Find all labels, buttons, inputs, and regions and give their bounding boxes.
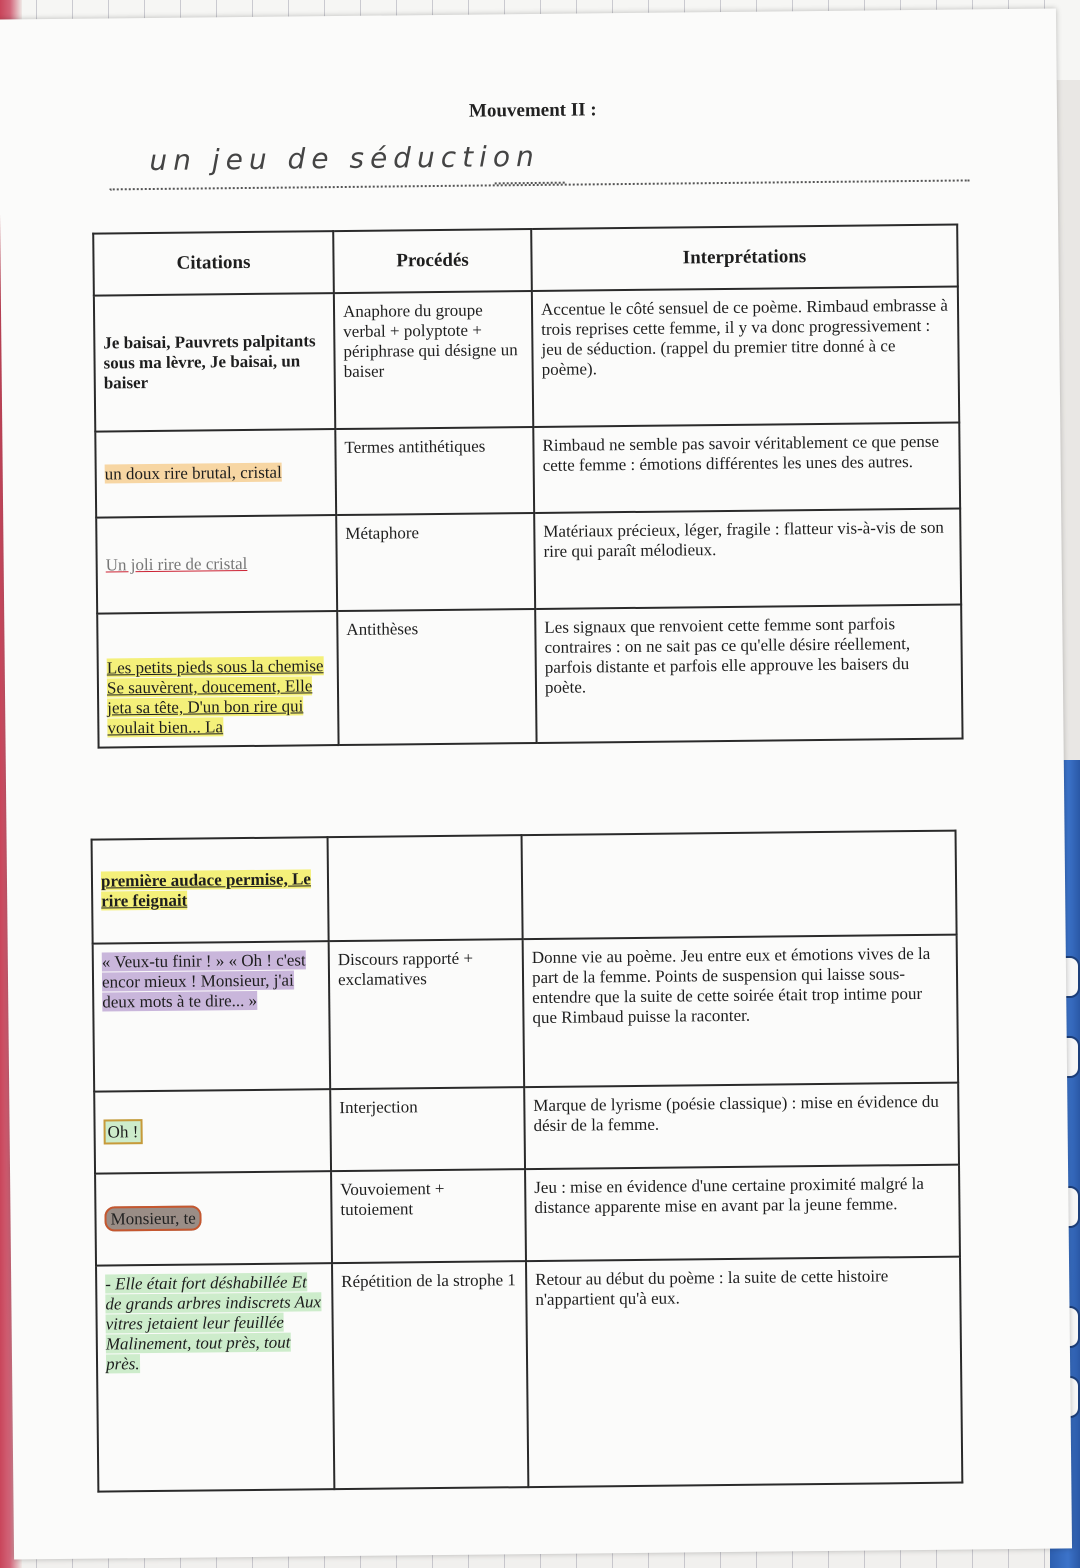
interpretation-cell: Les signaux que renvoient cette femme sont parfois contraires : on ne sait pas ce qu'elle désire réellement, parfois distante et parfois elle approuve les baisers du poète. [535, 605, 962, 743]
table-row [92, 831, 957, 944]
interpretation-cell: Marque de lyrisme (poésie classique) : mise en évidence du désir de la femme. [524, 1083, 959, 1170]
document-sheet [0, 9, 1072, 1560]
citation-highlight: Oh ! [103, 1119, 142, 1144]
citation-cell [97, 611, 338, 748]
table-row [94, 287, 959, 432]
citation-highlight: Les petits pieds sous la chemise Se sauvèrent, doucement, Elle jeta sa tête, D'un bon rire qui voulait bien... La [106, 656, 324, 738]
table-row [96, 509, 961, 614]
header-procedes: Procédés [333, 229, 532, 293]
analysis-table-part-2 [91, 830, 964, 1493]
subtitle-text: un jeu de séduction [149, 139, 540, 178]
citation-highlight: « Veux-tu finir ! » « Oh ! c'est encor mieux ! Monsieur, j'ai deux mots à te dire... » [101, 950, 306, 1012]
interpretation-cell: Matériaux précieux, léger, fragile : flatteur vis-à-vis de son rire qui paraît mélodieux. [534, 509, 961, 609]
page-title: Mouvement II : [468, 99, 597, 122]
table-row [93, 935, 959, 1092]
citation-cell [94, 1089, 331, 1173]
interpretation-cell [522, 831, 957, 940]
procede-cell: Métaphore [336, 513, 535, 611]
interpretation-cell: Retour au début du poème : la suite de cette histoire n'appartient qu'à eux. [526, 1257, 962, 1488]
citation-cell [96, 1263, 334, 1491]
header-interpretations: Interprétations [531, 225, 958, 291]
interpretation-cell: Accentue le côté sensuel de ce poème. Rimbaud embrasse à trois reprises cette femme, il y va donc progressivement : jeu de séduction. (rappel du premier titre donné à ce poème). [532, 287, 959, 427]
citation-underlined: Un joli rire de cristal [105, 554, 248, 575]
procede-cell: Discours rapporté + exclamatives [329, 939, 525, 1089]
citation-highlight: Monsieur, te [104, 1206, 202, 1232]
procede-cell: Termes antithétiques [335, 427, 534, 515]
citation-highlight: un doux rire brutal, cristal [104, 462, 282, 484]
citation-highlight: première audace permise, Le rire feignait [100, 869, 312, 911]
interpretation-cell: Jeu : mise en évidence d'une certaine proximité malgré la distance apparente mise en avant par la jeune femme. [525, 1165, 960, 1262]
table-row [97, 605, 962, 748]
table-row [96, 1257, 962, 1492]
procede-cell [328, 835, 523, 941]
table-row [95, 1165, 960, 1266]
procede-cell: Antithèses [337, 609, 536, 745]
citation-cell [93, 941, 331, 1091]
citation-cell [96, 515, 337, 614]
table-row [94, 1083, 959, 1174]
interpretation-cell: Rimbaud ne semble pas savoir véritablement ce que pense cette femme : émotions différentes les unes des autres. [533, 423, 960, 513]
citation-cell [95, 429, 336, 518]
citation-cell [92, 837, 329, 943]
citation-highlight: - Elle était fort déshabillée Et de grands arbres indiscrets Aux vitres jetaient leur feuillée Malinement, tout près, tout près. [105, 1272, 322, 1374]
procede-cell: Interjection [330, 1087, 525, 1171]
citation-cell: Je baisai, Pauvrets palpitants sous ma lèvre, Je baisai, un baiser [94, 293, 335, 432]
procede-cell: Répétition de la strophe 1 [332, 1261, 528, 1489]
header-citations: Citations [93, 231, 334, 296]
citation-cell [95, 1171, 332, 1265]
interpretation-cell: Donne vie au poème. Jeu entre eux et émotions vives de la part de la femme. Points de suspension qui laisse sous-entendre que la suite de cette soirée était trop intime pour que Rimbaud puisse la raconter. [523, 935, 959, 1088]
analysis-table-part-1 [92, 224, 963, 749]
procede-cell: Vouvoiement + tutoiement [331, 1169, 526, 1263]
procede-cell: Anaphore du groupe verbal + polyptote + périphrase qui désigne un baiser [334, 291, 533, 429]
table-row [95, 423, 960, 518]
